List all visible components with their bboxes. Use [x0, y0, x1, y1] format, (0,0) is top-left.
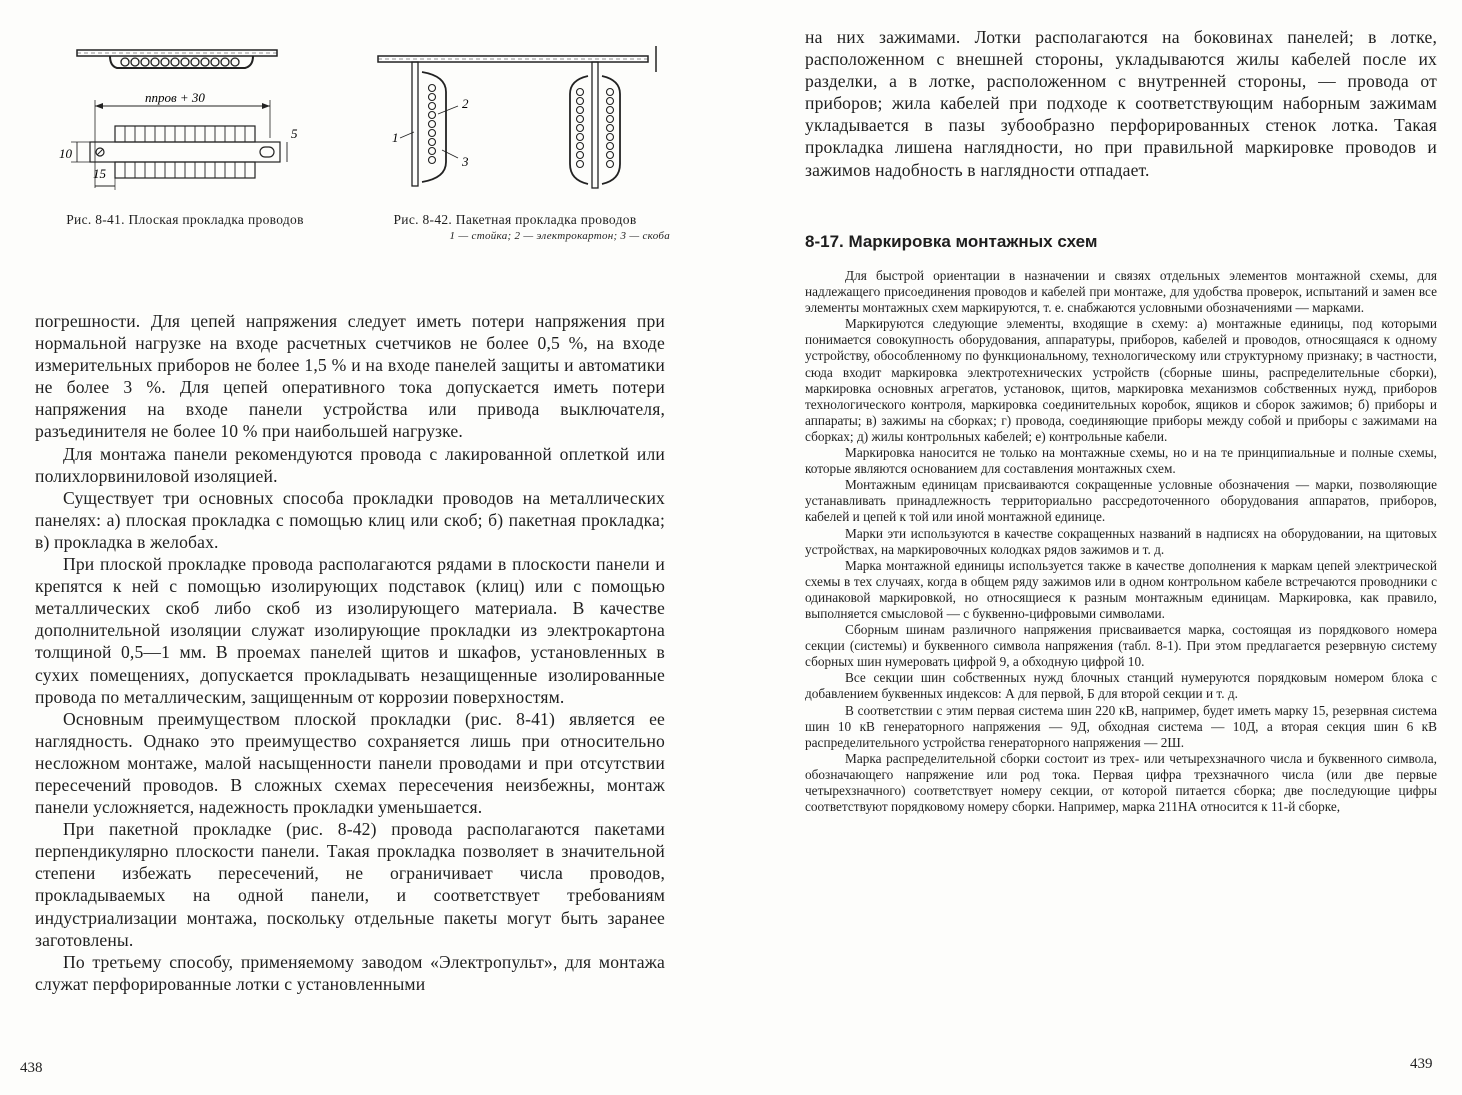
- paragraph: По третьему способу, применяемому заводом «Электропульт», для монтажа служат перфорированные лотки с установленными: [35, 951, 665, 994]
- page-number: 439: [1410, 1056, 1433, 1072]
- paragraph: Маркировка наносится не только на монтажные схемы, но и на те принципиальные и полные схемы, которые являются основанием для составления монтажных схем.: [805, 445, 1437, 477]
- paragraph: При плоской прокладке провода располагаются рядами в плоскости панели и крепятся к ней с помощью изолирующих подставок (клиц) или с помощью металлических скоб либо скоб из изолирующего материала. В качестве дополнительной изоляции служат изолирующие прокладки из электрокартона толщиной 0,5—1 мм. В проемах панелей щитов и шкафов, установленных в сухих помещениях, допускается прокладывать незащищенные изолированные провода по металлическим, защищенным от коррозии поверхностям.: [35, 554, 665, 707]
- paragraph: Марка монтажной единицы используется также в качестве дополнения к маркам цепей электрической схемы в тех случаях, когда в общем ряду зажимов или в одном контрольном кабеле встречаются проводники с одинаковой маркировкой, но относящиеся к разным монтажным единицам. Маркировка, как правило, выполняется смысловой — с буквенно-цифровыми символами.: [805, 557, 1437, 621]
- page-number: 438: [20, 1060, 43, 1076]
- paragraph: на них зажимами. Лотки располагаются на боковинах панелей; в лотке, расположенном с внешней стороны, укладываются жилы кабелей после их разделки, а в лотке, расположенном с внутренней стороны, — провода от приборов; жила кабелей при подходе к соответствующим наборным зажимам укладывается в пазы зубообразно перфорированных стенок лотка. Такая прокладка лишена наглядности, но при правильной маркировке проводов и зажимов надобность в наглядности отпадает.: [805, 27, 1437, 180]
- paragraph: Все секции шин собственных нужд блочных станций нумеруются порядковым номером блока с добавлением буквенных индексов: А для первой, Б для второй секции и т. д.: [805, 670, 1437, 702]
- fig41-dim-15: 15: [93, 166, 106, 181]
- paragraph: погрешности. Для цепей напряжения следует иметь потери напряжения при нормальной нагрузке на входе расчетных счетчиков не более 0,5 %, на входе измерительных приборов не более 1,5 % и на входе панелей защиты и автоматики не более 3 %. Для цепей оперативного тока допускается иметь потери напряжения на входе панели устройства или привода выключателя, разъединителя не более 10 % при наибольшей нагрузке.: [35, 311, 665, 442]
- fig42-caption-text: Рис. 8-42. Пакетная прокладка проводов: [393, 212, 637, 227]
- fig41-dim-5: 5: [291, 126, 298, 141]
- fig42-label-2: 2: [462, 96, 469, 111]
- left-body-text: [35, 310, 665, 995]
- figure-8-41: [55, 38, 315, 198]
- paragraph: Сборным шинам различного напряжения присваивается марка, состоящая из порядкового номера секции (системы) и буквенного символа напряжения (табл. 8-1). При этом предлагается резервную систему сборных шин нумеровать цифрой 9, а обходную цифрой 10.: [805, 622, 1437, 670]
- right-page: [730, 0, 1462, 1095]
- fig41-dim-10: 10: [59, 146, 72, 161]
- fig42-legend: 1 — стойка; 2 — электрокартон; 3 — скоба: [449, 230, 670, 242]
- paragraph: Для монтажа панели рекомендуются провода с лакированной оплеткой или полихлорвиниловой изоляцией.: [35, 443, 665, 486]
- section-title: 8-17. Маркировка монтажных схем: [805, 232, 1098, 251]
- fig42-label-3: 3: [462, 154, 469, 169]
- paragraph: Существует три основных способа прокладки проводов на металлических панелях: а) плоская прокладка с помощью клиц или скоб; б) пакетная прокладка; в) прокладка в желобах.: [35, 487, 665, 552]
- fig42-caption: [360, 212, 670, 244]
- paragraph: При пакетной прокладке (рис. 8-42) провода располагаются пакетами перпендикулярно плоскости панели. Такая прокладка позволяет в значительной степени избежать пересечений, не ограничивает числа проводов, прокладываемых на одной панели, и соответствует требованиям индустриализации монтажа, поскольку отдельные пакеты могут быть заранее заготовлены.: [35, 819, 665, 950]
- left-page: [0, 0, 720, 1095]
- figure-8-42: [370, 42, 670, 192]
- fig41-caption-text: Рис. 8-41. Плоская прокладка проводов: [66, 212, 304, 227]
- paragraph: Основным преимуществом плоской прокладки (рис. 8-41) является ее наглядность. Однако это преимущество сохраняется лишь при относительно несложном монтаже, малой насыщенности панели проводами и при отсутствии пересечений проводов. В сложных схемах пересечения неизбежны, монтаж панели усложняется, надежность прокладки уменьшается.: [35, 708, 665, 818]
- right-top-text: [805, 26, 1437, 181]
- fig42-label-1: 1: [392, 130, 399, 145]
- right-body-text: [805, 268, 1437, 815]
- paragraph: Для быстрой ориентации в назначении и связях отдельных элементов монтажной схемы, для надлежащего присоединения проводов и кабелей при монтаже, для удобства проверок, испытаний и замен все элементы монтажных схем маркируются, т. е. снабжаются условными обозначениями — марками.: [805, 268, 1437, 316]
- paragraph: Монтажным единицам присваиваются сокращенные условные обозначения — марки, позволяющие устанавливать принадлежность территориально рассредоточенного оборудования аппаратов, приборов, кабелей и цепей к той или иной монтажной единице.: [805, 477, 1437, 525]
- paragraph: Маркируются следующие элементы, входящие в схему: а) монтажные единицы, под которыми понимается совокупность оборудования, аппаратуры, приборов, кабелей и проводов, относящаяся к одному устройству, обособленному по функциональному, технологическому или структурному признаку; в частности, сюда входит маркировка электротехнических устройств (сборные шины, распределительные сборки), маркировка основных агрегатов, установок, щитов, маркировка механизмов собственных нужд, приборов технологического контроля, маркировка соединительных коробок, ящиков и сборок зажимов; б) приборы и аппараты; в) зажимы на сборках; г) провода, соединяющие приборы между собой и приборы с зажимами на сборках; д) жилы контрольных кабелей; е) контрольные кабели.: [805, 316, 1437, 444]
- fig41-dim-top: nпров + 30: [145, 90, 205, 105]
- paragraph: В соответствии с этим первая система шин 220 кВ, например, будет иметь марку 15, резервная система шин 10 кВ генераторного напряжения — 9Д, обходная система — 10Д, а вторая секция шин 6 кВ распределительного устройства генераторного напряжения — 2Ш.: [805, 702, 1437, 750]
- paragraph: Марки эти используются в качестве сокращенных названий в надписях на оборудовании, на щитовых устройствах, на маркировочных колодках рядов зажимов и т. д.: [805, 525, 1437, 557]
- fig41-caption: [30, 212, 340, 228]
- paragraph: Марка распределительной сборки состоит из трех- или четырехзначного числа и буквенного символа, обозначающего напряжение или род тока. Первая цифра трехзначного числа (или две первые четырехзначного) соответствует номеру секции, от которой питается сборка; две последующие цифры соответствуют порядковому номеру сборки. Например, марка 211НА относится к 11-й сборке,: [805, 750, 1437, 815]
